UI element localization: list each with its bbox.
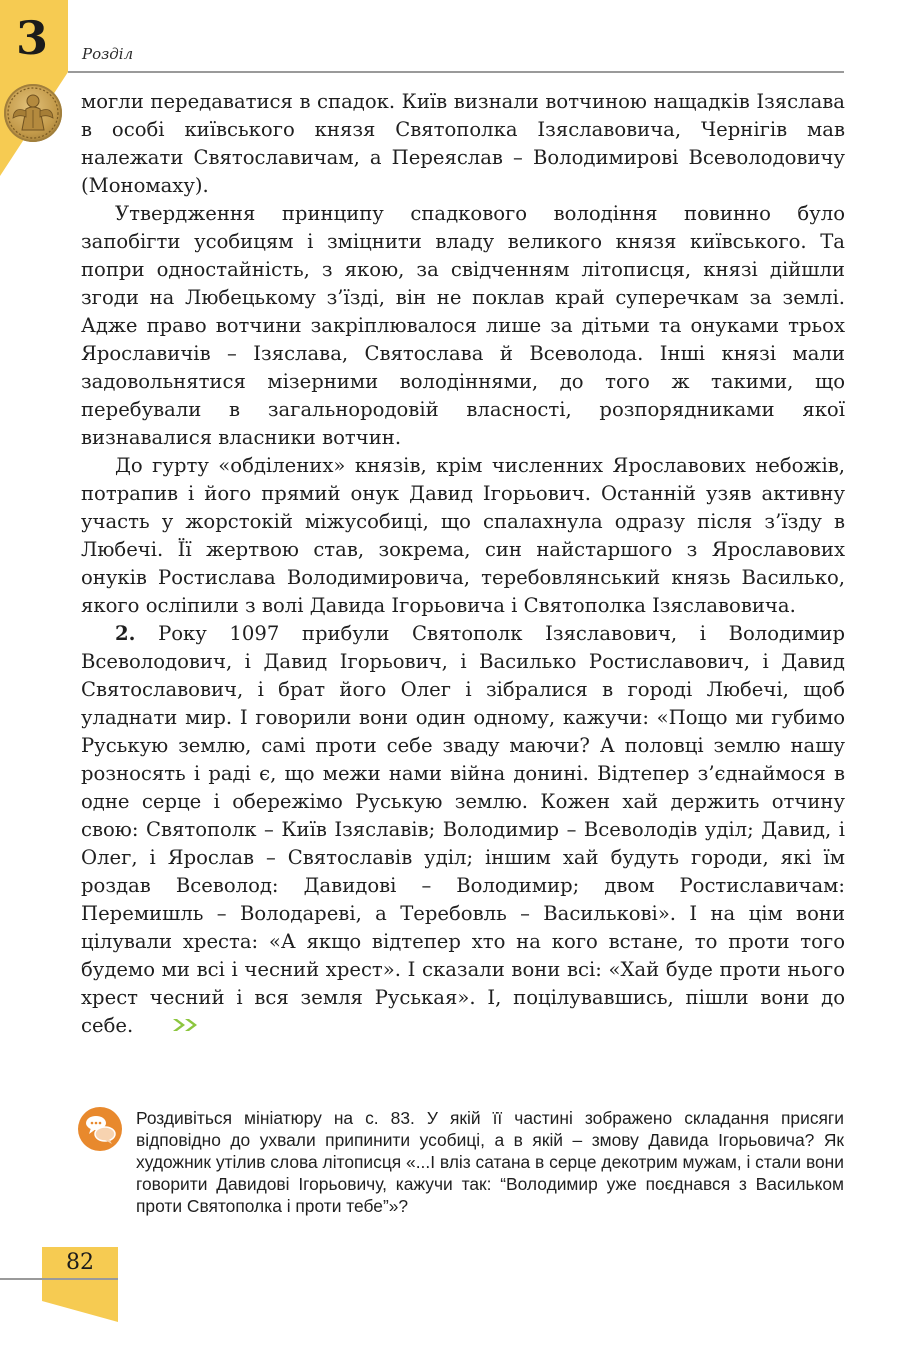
page-number: 82 — [66, 1250, 94, 1275]
footer-rule — [0, 1278, 118, 1280]
double-chevron-right-icon — [137, 1013, 203, 1041]
section-label: Розділ — [82, 45, 134, 63]
coin-seal-icon — [4, 84, 62, 142]
paragraph-2: Утвердження принципу спадкового володіння повинно було запобігти усобицям і зміцнити владу великого князя київського. Та попри одностайність, з якою, за свідченням літописця, князі дійшли згоди на Любецькому з’їзді, він не поклав край суперечкам за землі. Адже право вотчини закріплювалося лише за дітьми та онуками трьох Ярославичів – Ізяслава, Святослава й Всеволода. Інші князі мали задовольнятися мізерними володіннями, до того ж такими, що перебували в загальнородовій власності, розпорядниками якої визнавалися власники вотчин. — [81, 202, 845, 449]
question-text: Роздивіться мініатюру на с. 83. У якій її частині зображено складання присяги відповідно до ухвали припинити усобиці, а в якій – змову Давида Ігорьовича? Як художник утілив слова літописця «...І вліз сатана в серце декотрим мужам, і стали вони говорити Давидові Ігорьовичу, кажучи так: “Володимир уже поєднався з Васильком проти Святополка і проти тебе”»? — [136, 1108, 845, 1216]
source-number: 2. — [115, 622, 136, 645]
source-paragraph — [81, 620, 845, 1041]
paragraph-1: могли передаватися в спадок. Київ визнали вотчиною нащадків Ізяслава в особі київського князя Святополка Ізяславовича, Чернігів мав належати Святославичам, а Переяслав – Володимирові Всеволодовичу (Мономаху). — [81, 90, 845, 197]
chapter-number: 3 — [15, 11, 48, 65]
body-text — [81, 88, 845, 1041]
source-text: Року 1097 прибули Святополк Ізяславович, і Володимир Всеволодович, і Давид Ігорьович, і Василько Ростиславович, і Давид Святославович, і брат його Олег і зібралися в городі Любечі, щоб уладнати мир. І говорили вони один одному, кажучи: «Пощо ми губимо Руськую землю, самі проти себе зваду маючи? А половці землю нашу розносять і раді є, що межи нами війна донині. Відтепер з’єднаймося в одне серце і обережімо Руськую землю. Кожен хай держить отчину свою: Святополк – Київ Ізяславів; Володимир – Всеволодів уділ; Давид, і Олег, і Ярослав – Святославів уділ; іншим хай будуть городи, які їм роздав Всеволод: Давидові – Володимир; двом Ростиславичам: Перемишль – Володареві, а Теребовль – Василькові». І на цім вони цілували хреста: «А якщо відтепер хто на кого встане, то проти того будемо ми всі і чесний хрест». І сказали вони всі: «Хай буде проти нього хрест чесний і вся земля Руськая». І, поцілувавшись, пішли вони до себе. — [81, 622, 845, 1037]
paragraph-3: До гурту «обділених» князів, крім численних Ярославових небожів, потрапив і його прямий онук Давид Ігорьович. Останній узяв активну участь у жорстокій міжусобиці, що спалахнула одразу після з’їзду в Любечі. Її жертвою став, зокрема, син найстаршого з Ярославових онуків Ростислава Володимировича, теребовлянський князь Василько, якого осліпили з волі Давида Ігорьовича і Святополка Ізяславовича. — [81, 454, 845, 617]
header-rule — [68, 71, 844, 73]
discussion-icon — [78, 1107, 122, 1151]
